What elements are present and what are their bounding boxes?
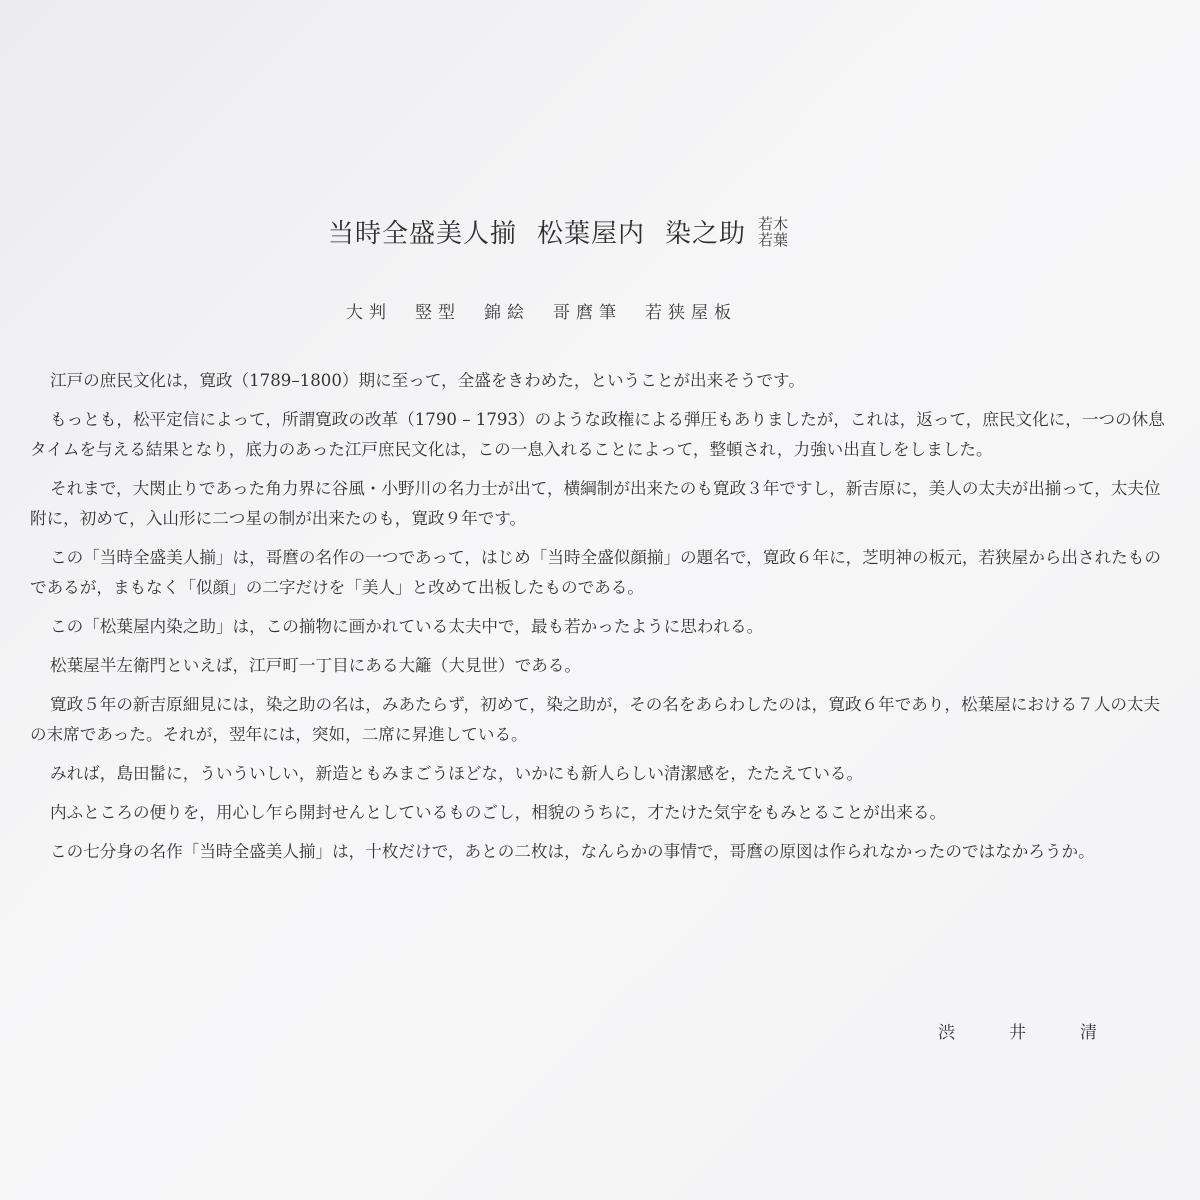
paragraph: みれば，島田髷に，ういういしい，新造ともみまごうほどな，いかにも新人らしい清潔感を，たたえている。 [50, 764, 864, 783]
paragraph: 内ふところの便りを，用心し乍ら開封せんとしているものごし，相貌のうちに，才たけた気宇をもみとることが出来る。 [50, 803, 947, 822]
title-annotation [758, 216, 788, 248]
essay-body [30, 366, 1170, 876]
paragraph: 寛政５年の新吉原細見には，染之助の名は，みあたらず，初めて，染之助が，その名をあらわしたのは，寛政６年であり，松葉屋における７人の太夫の末席であった。それが，翌年には，突如，二席に昇進している。 [30, 695, 1161, 744]
paragraph: この「松葉屋内染之助」は，この揃物に画かれている太夫中で，最も若かったように思われる。 [50, 617, 764, 636]
house-name: 松葉屋内 [537, 219, 646, 249]
title-annotation-line-2: 若葉 [758, 230, 789, 249]
paragraph: この「当時全盛美人揃」は，哥麿の名作の一つであって，はじめ「当時全盛似顔揃」の題名で，寛政６年に，芝明神の板元，若狭屋から出されたものであるが，まもなく「似顔」の二字だけを「美人」と改めて出板したものである。 [30, 548, 1161, 597]
series-title: 当時全盛美人揃 [328, 219, 518, 249]
courtesan-name: 染之助 [665, 219, 747, 249]
document-title [328, 213, 788, 250]
print-details: 大判 竪型 錦絵 哥麿筆 若狭屋板 [346, 303, 737, 323]
author-signature: 渋井清 [938, 1023, 1151, 1043]
paragraph: それまで，大関止りであった角力界に谷風・小野川の名力士が出て，横綱制が出来たのも寛政３年ですし，新吉原に，美人の太夫が出揃って，太夫位附に，初めて，入山形に二つ星の制が出来たのも，寛政９年です。 [30, 479, 1161, 528]
paragraph: 松葉屋半左衛門といえば，江戸町一丁目にある大籬（大見世）である。 [50, 656, 581, 675]
title-annotation-line-1: 若木 [758, 214, 789, 233]
paragraph: 江戸の庶民文化は，寛政（1789–1800）期に至って，全盛をきわめた，ということが出来そうです。 [50, 371, 805, 390]
paragraph: もっとも，松平定信によって，所謂寛政の改革（1790 – 1793）のような政権による弾圧もありましたが，これは，返って，庶民文化に，一つの休息タイムを与える結果となり，底力のあった江戸庶民文化は，この一息入れることによって，整頓され，力強い出直しをしました。 [30, 410, 1165, 459]
paragraph: この七分身の名作「当時全盛美人揃」は，十枚だけで，あとの二枚は，なんらかの事情で，哥麿の原図は作られなかったのではなかろうか。 [50, 842, 1095, 861]
